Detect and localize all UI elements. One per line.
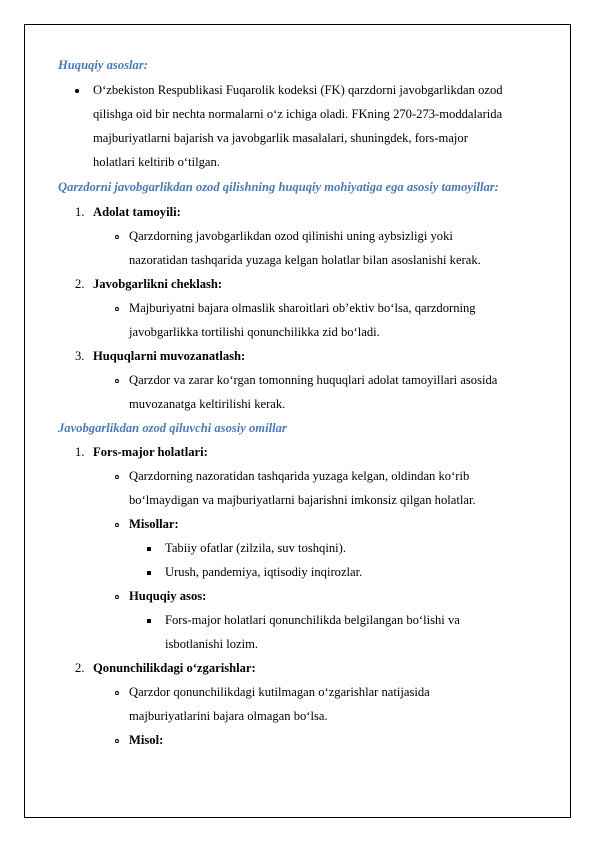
factor-title: Fors-major holatlari:: [93, 445, 208, 459]
section-heading-factors: Javobgarlikdan ozod qiluvchi asosiy omillar: [58, 421, 287, 435]
square-bullet-icon: [147, 571, 151, 575]
section-heading-legal-basis: Huquqiy asoslar:: [58, 58, 148, 72]
examples-title: Misollar:: [129, 517, 179, 531]
list-number: 1.: [75, 445, 85, 459]
list-number: 3.: [75, 349, 85, 363]
circle-bullet-icon: [115, 739, 119, 743]
bullet-dot-icon: [75, 89, 79, 93]
legal-basis-text: isbotlanishi lozim.: [165, 637, 259, 651]
circle-bullet-icon: [115, 235, 119, 239]
legal-basis-text: Fors-major holatlari qonunchilikda belgilangan bo‘lishi va: [165, 613, 460, 627]
example-item: Urush, pandemiya, iqtisodiy inqirozlar.: [165, 565, 363, 579]
intro-line: qilishga oid bir nechta normalarni o‘z ichiga oladi. FKning 270-273-moddalarida: [93, 107, 503, 121]
list-number: 2.: [75, 661, 85, 675]
list-number: 2.: [75, 277, 85, 291]
list-number: 1.: [75, 205, 85, 219]
intro-line: O‘zbekiston Respublikasi Fuqarolik kodeksi (FK) qarzdorni javobgarlikdan ozod: [93, 83, 503, 97]
legal-basis-title: Huquqiy asos:: [129, 589, 207, 603]
principle-text: javobgarlikka tortilishi qonunchilikka zid bo‘ladi.: [129, 325, 380, 339]
factor-text: Qarzdor qonunchilikdagi kutilmagan o‘zgarishlar natijasida: [129, 685, 430, 699]
intro-line: holatlari keltirib o‘tilgan.: [93, 155, 220, 169]
factor-text: Qarzdorning nazoratidan tashqarida yuzaga kelgan, oldindan ko‘rib: [129, 469, 470, 483]
principle-text: nazoratidan tashqarida yuzaga kelgan holatlar bilan asoslanishi kerak.: [129, 253, 481, 267]
intro-line: majburiyatlarni bajarish va javobgarlik masalalari, shuningdek, fors-major: [93, 131, 468, 145]
example-title: Misol:: [129, 733, 164, 747]
circle-bullet-icon: [115, 475, 119, 479]
principle-text: Qarzdorning javobgarlikdan ozod qilinishi uning aybsizligi yoki: [129, 229, 453, 243]
principle-text: Majburiyatni bajara olmaslik sharoitlari ob’ektiv bo‘lsa, qarzdorning: [129, 301, 476, 315]
circle-bullet-icon: [115, 523, 119, 527]
principle-title: Huquqlarni muvozanatlash:: [93, 349, 246, 363]
example-item: Tabiiy ofatlar (zilzila, suv toshqini).: [165, 541, 346, 555]
principle-title: Javobgarlikni cheklash:: [93, 277, 223, 291]
factor-title: Qonunchilikdagi o‘zgarishlar:: [93, 661, 256, 675]
factor-text: bo‘lmaydigan va majburiyatlarni bajarishni imkonsiz qilgan holatlar.: [129, 493, 476, 507]
circle-bullet-icon: [115, 691, 119, 695]
factor-text: majburiyatlarini bajara olmagan bo‘lsa.: [129, 709, 328, 723]
square-bullet-icon: [147, 547, 151, 551]
principle-text: muvozanatga keltirilishi kerak.: [129, 397, 286, 411]
principle-text: Qarzdor va zarar ko‘rgan tomonning huquqlari adolat tamoyillari asosida: [129, 373, 498, 387]
square-bullet-icon: [147, 619, 151, 623]
circle-bullet-icon: [115, 595, 119, 599]
section-heading-principles: Qarzdorni javobgarlikdan ozod qilishning huquqiy mohiyatiga ega asosiy tamoyillar:: [58, 180, 499, 194]
circle-bullet-icon: [115, 307, 119, 311]
principle-title: Adolat tamoyili:: [93, 205, 181, 219]
circle-bullet-icon: [115, 379, 119, 383]
